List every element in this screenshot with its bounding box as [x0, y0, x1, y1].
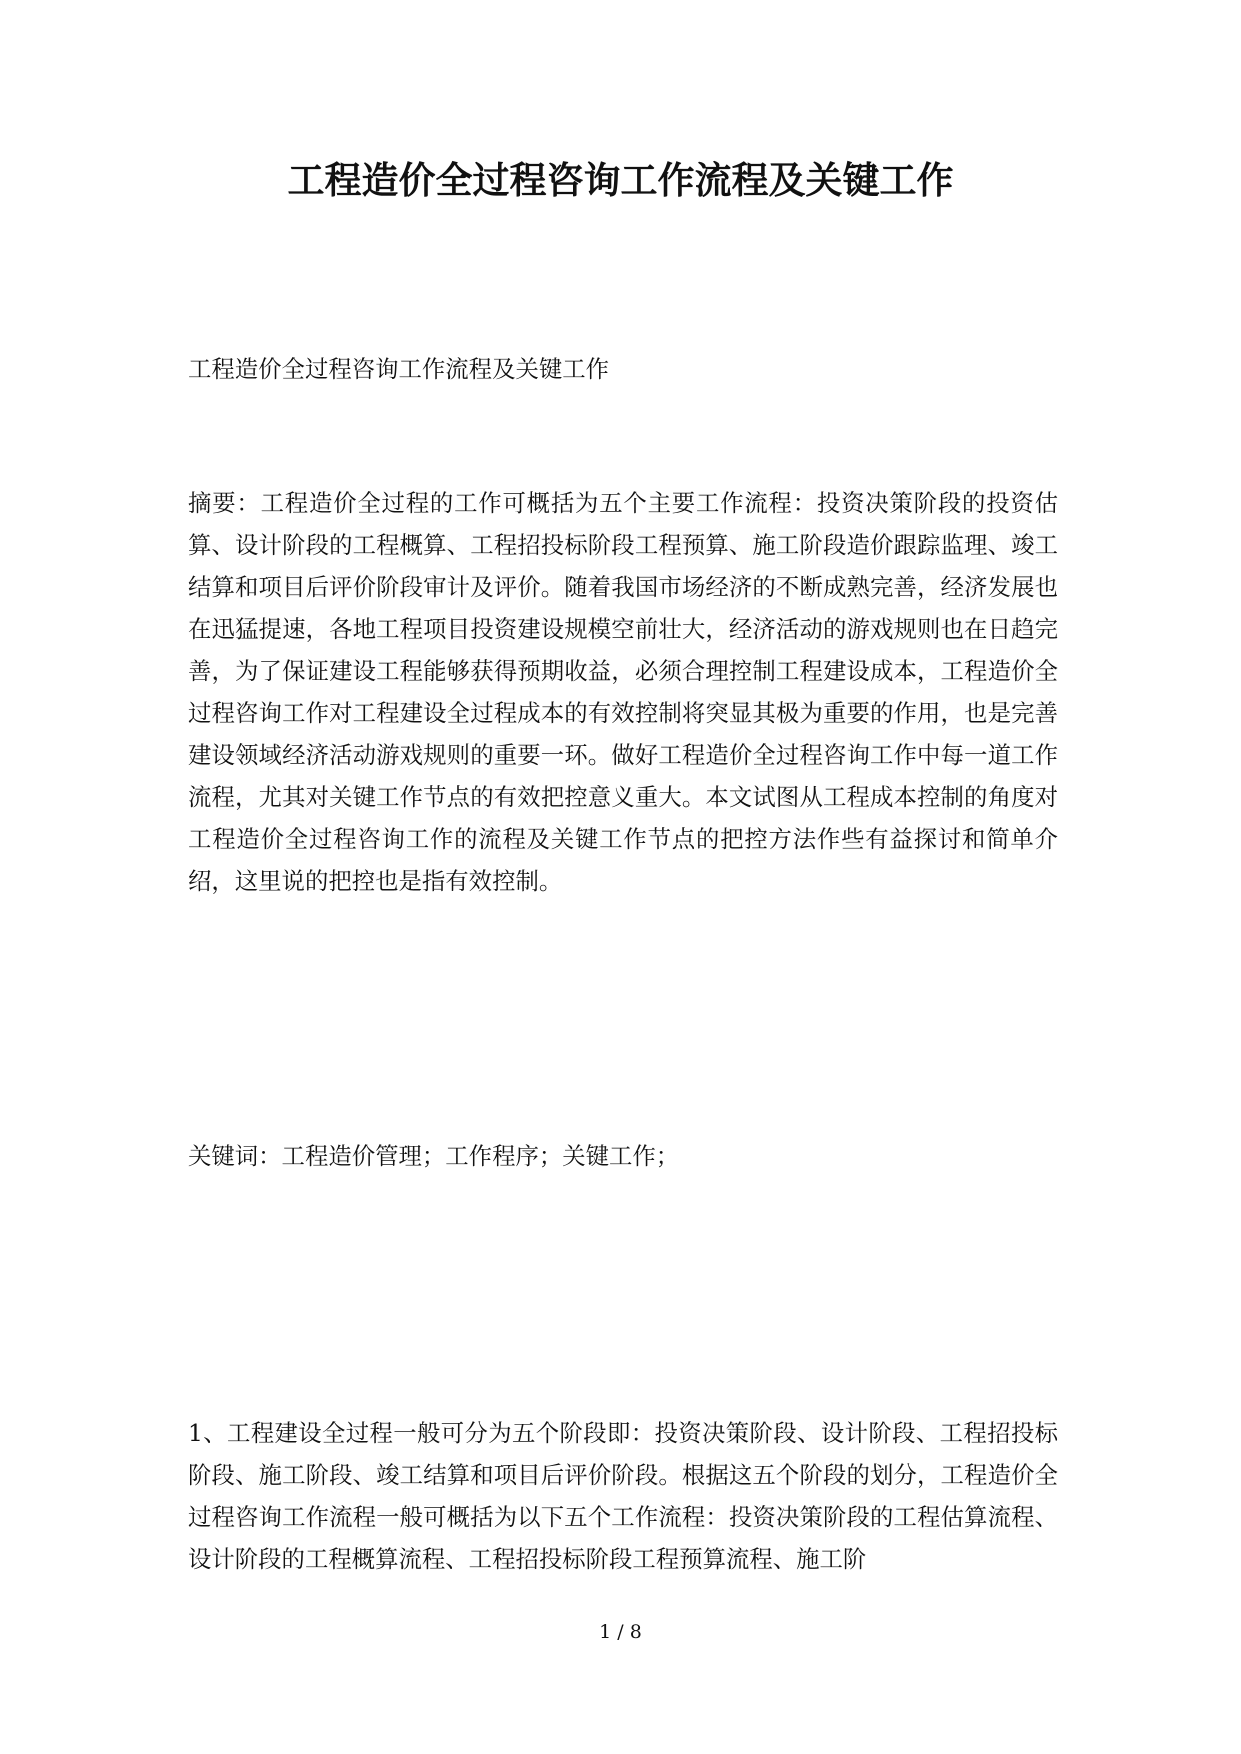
- page-number: 1 / 8: [599, 1621, 642, 1643]
- document-title: 工程造价全过程咨询工作流程及关键工作: [287, 158, 954, 202]
- section-1-paragraph: 1、工程建设全过程一般可分为五个阶段即：投资决策阶段、设计阶段、工程招投标阶段、施工阶段、竣工结算和项目后评价阶段。根据这五个阶段的划分，工程造价全过程咨询工作流程一般可概括为以下五个工作流程：投资决策阶段的工程估算流程、设计阶段的工程概算流程、工程招投标阶段工程预算流程、施工阶: [188, 1419, 1058, 1573]
- keywords-line: 关键词：工程造价管理；工作程序；关键工作；: [188, 1142, 680, 1170]
- document-subtitle: 工程造价全过程咨询工作流程及关键工作: [188, 355, 610, 383]
- abstract-paragraph: 摘要：工程造价全过程的工作可概括为五个主要工作流程：投资决策阶段的投资估算、设计阶段的工程概算、工程招投标阶段工程预算、施工阶段造价跟踪监理、竣工结算和项目后评价阶段审计及评价。随着我国市场经济的不断成熟完善，经济发展也在迅猛提速，各地工程项目投资建设规模空前壮大，经济活动的游戏规则也在日趋完善，为了保证建设工程能够获得预期收益，必须合理控制工程建设成本，工程造价全过程咨询工作对工程建设全过程成本的有效控制将突显其极为重要的作用，也是完善建设领域经济活动游戏规则的重要一环。做好工程造价全过程咨询工作中每一道工作流程，尤其对关键工作节点的有效把控意义重大。本文试图从工程成本控制的角度对工程造价全过程咨询工作的流程及关键工作节点的把控方法作些有益探讨和简单介绍，这里说的把控也是指有效控制。: [188, 489, 1058, 895]
